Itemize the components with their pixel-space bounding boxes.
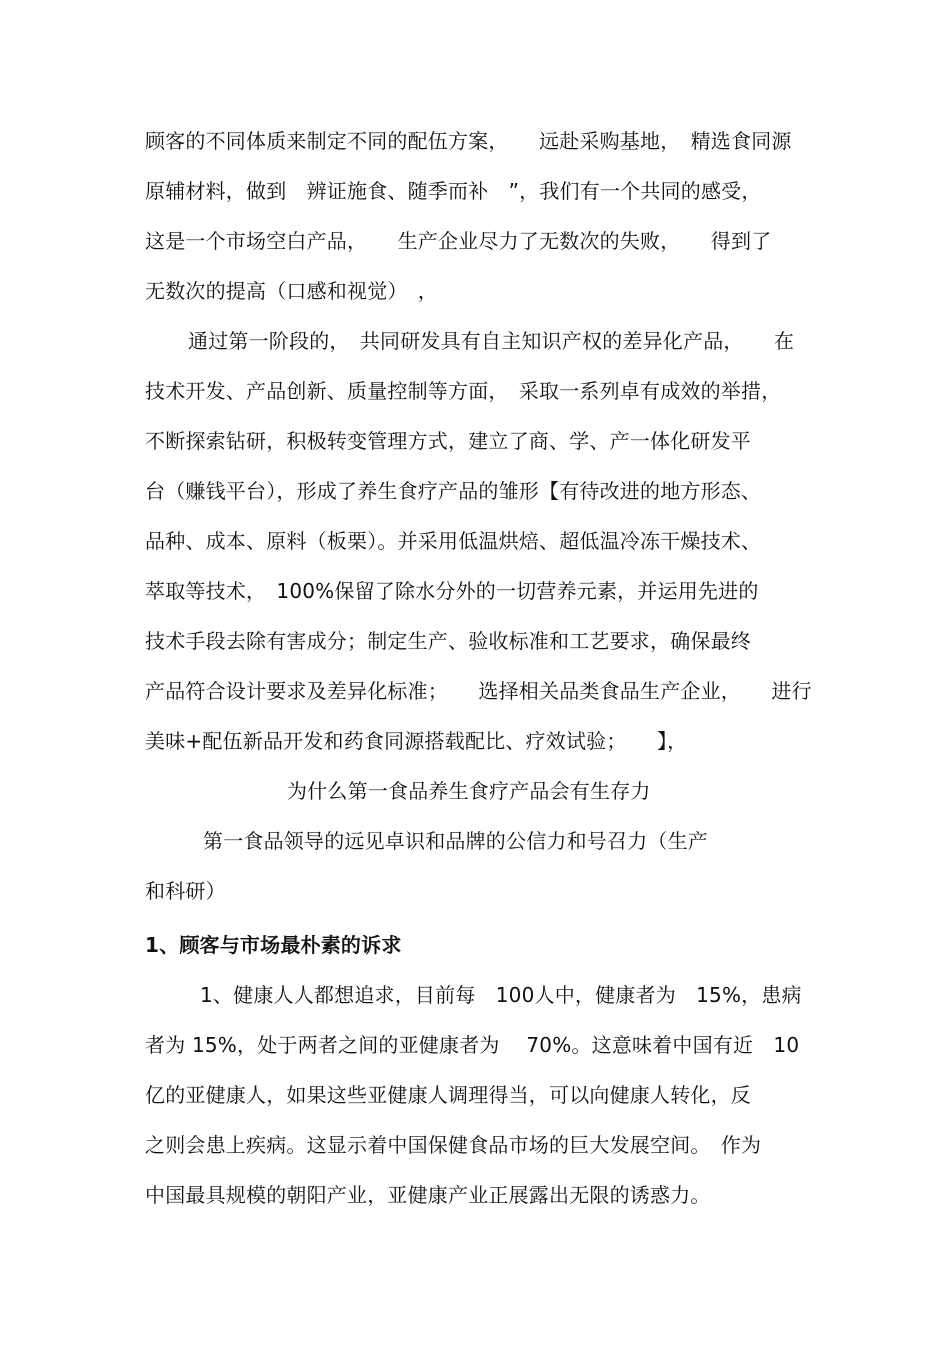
paragraph-line: 无数次的提高（口感和视觉） ， [145,279,438,303]
paragraph-line: 亿的亚健康人，如果这些亚健康人调理得当，可以向健康人转化，反 [145,1083,751,1107]
paragraph-line: 者为 15%，处于两者之间的亚健康者为 70%。这意味着中国有近 10 [145,1033,800,1057]
paragraph-line: 不断探索钻研，积极转变管理方式，建立了商、学、产一体化研发平 [145,429,751,453]
paragraph-line: 之则会患上疾病。这显示着中国保健食品市场的巨大发展空间。 作为 [145,1133,762,1157]
paragraph-line: 和科研） [145,879,226,903]
paragraph-line: 台（赚钱平台），形成了养生食疗产品的雏形【有待改进的地方形态、 [145,479,762,503]
paragraph-line: 原辅材料，做到 辨证施食、随季而补 ”，我们有一个共同的感受， [145,179,762,203]
paragraph-line: 产品符合设计要求及差异化标准； 选择相关品类食品生产企业， 进行 [145,679,812,703]
paragraph-line: 这是一个市场空白产品， 生产企业尽力了无数次的失败， 得到了 [145,229,772,253]
paragraph-line: 1、健康人人都想追求，目前每 100人中，健康者为 15%，患病 [200,983,802,1007]
paragraph-line: 顾客的不同体质来制定不同的配伍方案， 远赴采购基地， 精选食同源 [145,129,792,153]
paragraph-line: 美味+配伍新品开发和药食同源搭载配比、疗效试验； 】， [145,729,688,753]
paragraph-line: 第一食品领导的远见卓识和品牌的公信力和号召力（生产 [203,829,708,853]
paragraph-line: 萃取等技术， 100%保留了除水分外的一切营养元素，并运用先进的 [145,579,759,603]
paragraph-line: 技术开发、产品创新、质量控制等方面， 采取一系列卓有成效的举措， [145,379,782,403]
subsection-heading: 1、顾客与市场最朴素的诉求 [145,933,402,957]
paragraph-line: 技术手段去除有害成分；制定生产、验收标准和工艺要求，确保最终 [145,629,751,653]
paragraph-line: 中国最具规模的朝阳产业，亚健康产业正展露出无限的诱惑力。 [145,1183,711,1207]
section-heading: 为什么第一食品养生食疗产品会有生存力 [287,779,651,803]
paragraph-line: 通过第一阶段的， 共同研发具有自主知识产权的差异化产品， 在 [188,329,795,353]
paragraph-line: 品种、成本、原料（板栗）。并采用低温烘焙、超低温冷冻干燥技术、 [145,529,762,553]
